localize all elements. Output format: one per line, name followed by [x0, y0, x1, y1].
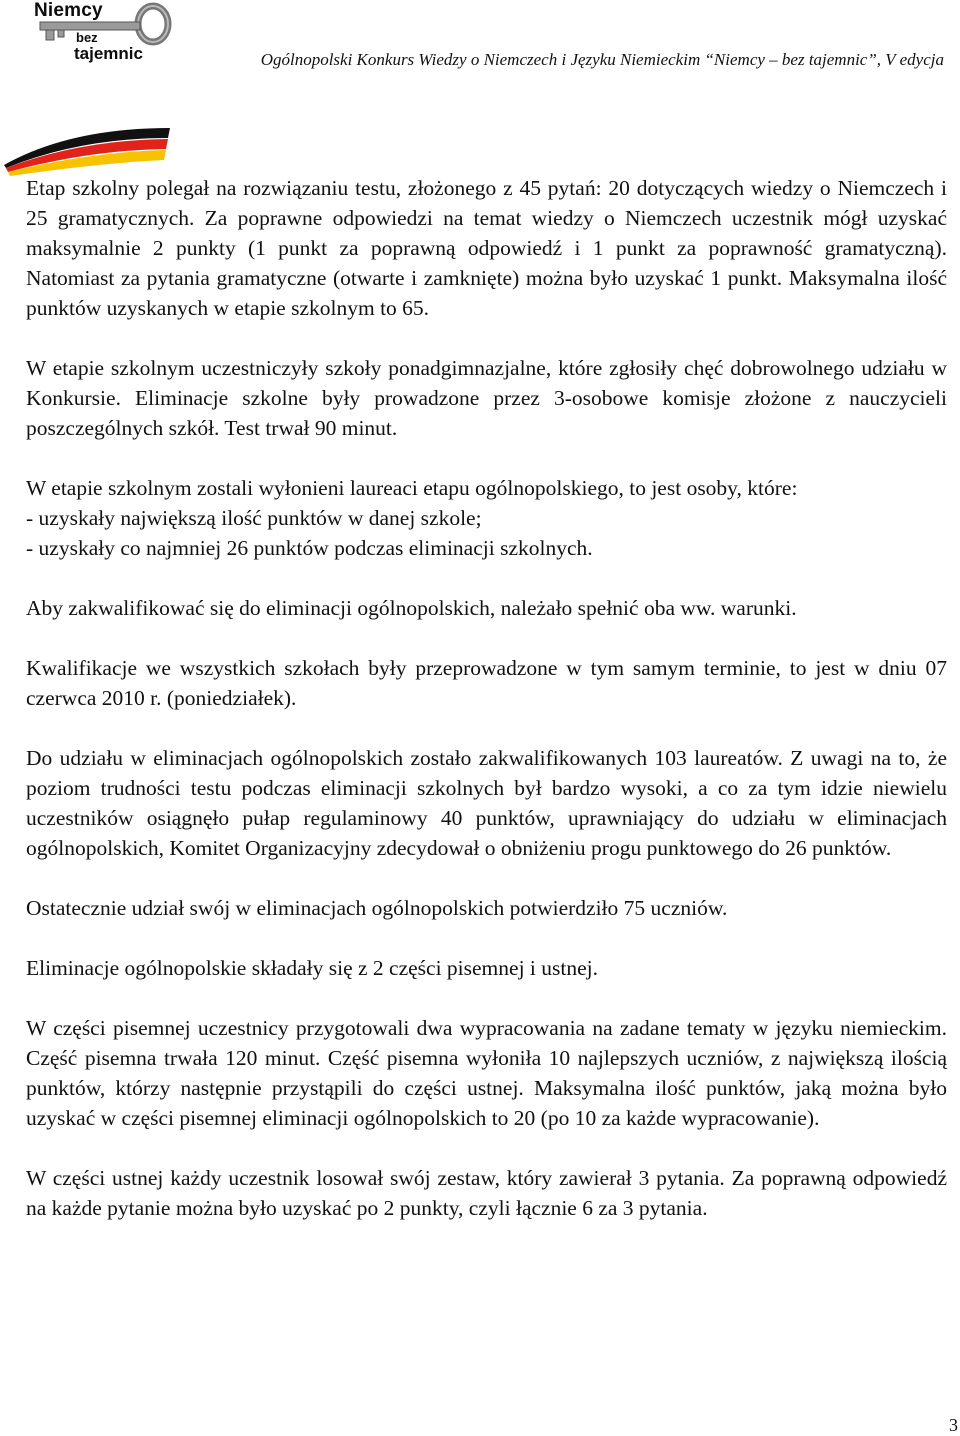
page-header-title: Ogólnopolski Konkurs Wiedzy o Niemczech i Języku Niemieckim “Niemcy – bez tajemnic”, V edycja [260, 50, 944, 69]
paragraph-kwalifikacja: Aby zakwalifikować się do eliminacji ogólnopolskich, należało spełnić oba ww. warunki. [26, 596, 797, 620]
key-flag-icon [0, 0, 180, 185]
list-item-condition-1: - uzyskały największą ilość punktów w danej szkole; [26, 506, 482, 530]
paragraph-zakwalifikowani: Do udziału w eliminacjach ogólnopolskich zostało zakwalifikowanych 103 laureatów. Z uwagi na to, że poziom trudności testu podczas eliminacji szkolnych był bardzo wysoki, a co za tym idzie niewielu uczestników osiągnęło pułap regulaminowy 40 punktów, uprawniający do udziału w eliminacjach ogólnopolskich, Komitet Organizacyjny zdecydował o obniżeniu progu punktowego do 26 punktów. [26, 746, 947, 860]
paragraph-potwierdzenie: Ostatecznie udział swój w eliminacjach ogólnopolskich potwierdziło 75 uczniów. [26, 896, 728, 920]
logo-word-bez: bez [76, 30, 98, 45]
paragraph-etap-szkolny: Etap szkolny polegał na rozwiązaniu testu, złożonego z 45 pytań: 20 dotyczących wiedzy o Niemczech i 25 gramatycznych. Za poprawne odpowiedzi na temat wiedzy o Niemczech uczestnik mógł uzyskać maksymalnie 2 punkty (1 punkt za poprawną odpowiedź i 1 punkt za poprawność gramatyczną). Natomiast za pytania gramatyczne (otwarte i zamknięte) można było uzyskać 1 punkt. Maksymalna ilość punktów uzyskanych w etapie szkolnym to 65. [26, 176, 947, 320]
list-item-condition-2: - uzyskały co najmniej 26 punktów podczas eliminacji szkolnych. [26, 536, 593, 560]
logo [0, 0, 180, 185]
logo-word-tajemnic: tajemnic [74, 44, 143, 63]
paragraph-termin: Kwalifikacje we wszystkich szkołach były przeprowadzone w tym samym terminie, to jest w dniu 07 czerwca 2010 r. (poniedziałek). [26, 656, 947, 710]
page-number: 3 [949, 1415, 958, 1435]
document-body [26, 173, 947, 1223]
paragraph-laureaci: W etapie szkolnym zostali wyłonieni laureaci etapu ogólnopolskiego, to jest osoby, które: [26, 476, 798, 500]
logo-word-niemcy: Niemcy [34, 0, 103, 21]
paragraph-czesc-pisemna: W części pisemnej uczestnicy przygotowali dwa wypracowania na zadane tematy w języku niemieckim. Część pisemna trwała 120 minut. Część pisemna wyłoniła 10 najlepszych uczniów, z największą ilością punktów, którzy następnie przystąpili do części ustnej. Maksymalna ilość punktów, jaką można było uzyskać w części pisemnej eliminacji ogólnopolskich to 20 (po 10 za każde wypracowanie). [26, 1016, 947, 1130]
paragraph-uczestnictwo: W etapie szkolnym uczestniczyły szkoły ponadgimnazjalne, które zgłosiły chęć dobrowolnego udziału w Konkursie. Eliminacje szkolne były prowadzone przez 3-osobowe komisje złożone z nauczycieli poszczególnych szkół. Test trwał 90 minut. [26, 356, 947, 440]
paragraph-czesci: Eliminacje ogólnopolskie składały się z 2 części pisemnej i ustnej. [26, 956, 598, 980]
paragraph-czesc-ustna: W części ustnej każdy uczestnik losował swój zestaw, który zawierał 3 pytania. Za poprawną odpowiedź na każde pytanie można było uzyskać po 2 punkty, czyli łącznie 6 za 3 pytania. [26, 1166, 947, 1220]
